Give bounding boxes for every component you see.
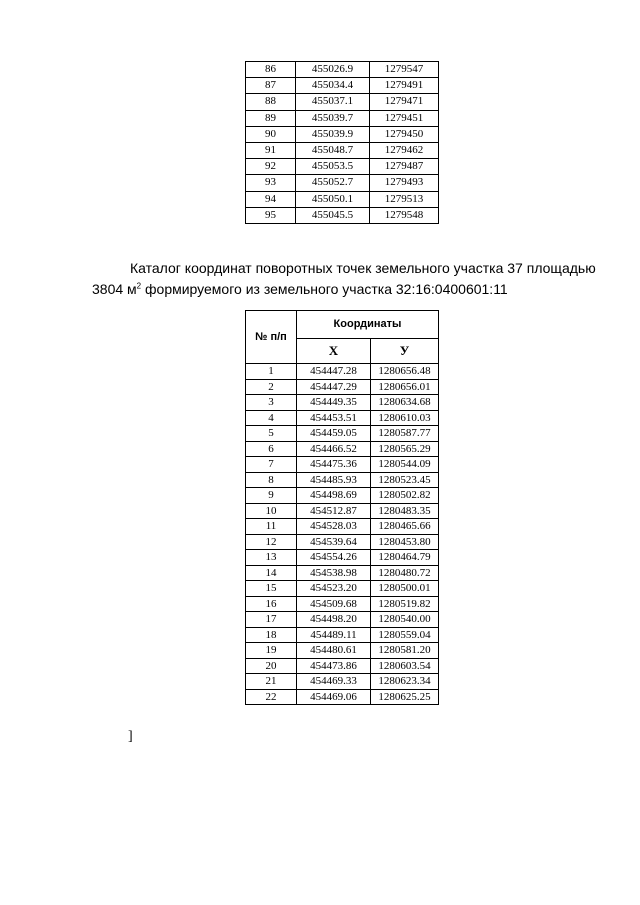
table-row bbox=[246, 534, 439, 550]
table-row bbox=[246, 78, 439, 94]
table-row bbox=[246, 426, 439, 442]
table-row bbox=[246, 207, 439, 223]
point-number-cell: 17 bbox=[246, 612, 297, 628]
y-coordinate-cell: 1279487 bbox=[370, 159, 439, 175]
x-coordinate-cell: 454469.06 bbox=[297, 689, 371, 705]
table-row bbox=[246, 410, 439, 426]
y-coordinate-cell: 1280603.54 bbox=[371, 658, 439, 674]
caption-area: 3804 м bbox=[92, 281, 137, 297]
point-number-cell: 91 bbox=[246, 143, 296, 159]
point-number-cell: 20 bbox=[246, 658, 297, 674]
y-coordinate-cell: 1279462 bbox=[370, 143, 439, 159]
point-number-cell: 93 bbox=[246, 175, 296, 191]
y-coordinate-cell: 1280483.35 bbox=[371, 503, 439, 519]
x-coordinate-cell: 455039.9 bbox=[296, 126, 370, 142]
x-coordinate-cell: 454459.05 bbox=[297, 426, 371, 442]
point-number-cell: 8 bbox=[246, 472, 297, 488]
y-coordinate-cell: 1280559.04 bbox=[371, 627, 439, 643]
point-number-cell: 7 bbox=[246, 457, 297, 473]
x-coordinate-cell: 454485.93 bbox=[297, 472, 371, 488]
header-point-number: № п/п bbox=[246, 311, 297, 364]
point-number-cell: 16 bbox=[246, 596, 297, 612]
x-coordinate-cell: 454449.35 bbox=[297, 395, 371, 411]
y-coordinate-cell: 1280519.82 bbox=[371, 596, 439, 612]
point-number-cell: 12 bbox=[246, 534, 297, 550]
point-number-cell: 5 bbox=[246, 426, 297, 442]
x-coordinate-cell: 454447.29 bbox=[297, 379, 371, 395]
point-number-cell: 13 bbox=[246, 550, 297, 566]
main-coordinates-table bbox=[245, 310, 439, 705]
table-row bbox=[246, 457, 439, 473]
x-coordinate-cell: 455026.9 bbox=[296, 62, 370, 78]
y-coordinate-cell: 1279548 bbox=[370, 207, 439, 223]
point-number-cell: 2 bbox=[246, 379, 297, 395]
caption-line-1: Каталог координат поворотных точек земельного участка 37 площадью bbox=[130, 260, 596, 276]
table-row bbox=[246, 143, 439, 159]
point-number-cell: 92 bbox=[246, 159, 296, 175]
point-number-cell: 19 bbox=[246, 643, 297, 659]
point-number-cell: 3 bbox=[246, 395, 297, 411]
table-row bbox=[246, 364, 439, 380]
y-coordinate-cell: 1279547 bbox=[370, 62, 439, 78]
table-row bbox=[246, 441, 439, 457]
point-number-cell: 21 bbox=[246, 674, 297, 690]
point-number-cell: 11 bbox=[246, 519, 297, 535]
y-coordinate-cell: 1280656.01 bbox=[371, 379, 439, 395]
table-row bbox=[246, 175, 439, 191]
x-coordinate-cell: 454475.36 bbox=[297, 457, 371, 473]
y-coordinate-cell: 1280634.68 bbox=[371, 395, 439, 411]
x-coordinate-cell: 454528.03 bbox=[297, 519, 371, 535]
table-row bbox=[246, 191, 439, 207]
table-row bbox=[246, 488, 439, 504]
y-coordinate-cell: 1280656.48 bbox=[371, 364, 439, 380]
x-coordinate-cell: 454473.86 bbox=[297, 658, 371, 674]
point-number-cell: 86 bbox=[246, 62, 296, 78]
y-coordinate-cell: 1280623.34 bbox=[371, 674, 439, 690]
y-coordinate-cell: 1280502.82 bbox=[371, 488, 439, 504]
header-y: У bbox=[371, 338, 439, 363]
point-number-cell: 15 bbox=[246, 581, 297, 597]
x-coordinate-cell: 455052.7 bbox=[296, 175, 370, 191]
x-coordinate-cell: 455045.5 bbox=[296, 207, 370, 223]
x-coordinate-cell: 454447.28 bbox=[297, 364, 371, 380]
point-number-cell: 95 bbox=[246, 207, 296, 223]
point-number-cell: 89 bbox=[246, 110, 296, 126]
table-row bbox=[246, 581, 439, 597]
x-coordinate-cell: 454498.20 bbox=[297, 612, 371, 628]
point-number-cell: 1 bbox=[246, 364, 297, 380]
caption-area-unit-exponent: 2 bbox=[136, 281, 142, 291]
point-number-cell: 14 bbox=[246, 565, 297, 581]
y-coordinate-cell: 1280565.29 bbox=[371, 441, 439, 457]
point-number-cell: 10 bbox=[246, 503, 297, 519]
point-number-cell: 87 bbox=[246, 78, 296, 94]
caption-line-2 bbox=[92, 279, 612, 300]
x-coordinate-cell: 454523.20 bbox=[297, 581, 371, 597]
point-number-cell: 88 bbox=[246, 94, 296, 110]
table-row bbox=[246, 658, 439, 674]
table-row bbox=[246, 110, 439, 126]
header-coordinates: Координаты bbox=[297, 311, 439, 339]
x-coordinate-cell: 454469.33 bbox=[297, 674, 371, 690]
x-coordinate-cell: 455048.7 bbox=[296, 143, 370, 159]
y-coordinate-cell: 1279493 bbox=[370, 175, 439, 191]
x-coordinate-cell: 455050.1 bbox=[296, 191, 370, 207]
table-row bbox=[246, 550, 439, 566]
top-coordinates-table bbox=[245, 61, 439, 224]
point-number-cell: 4 bbox=[246, 410, 297, 426]
header-x: Х bbox=[297, 338, 371, 363]
table-row bbox=[246, 379, 439, 395]
table-row bbox=[246, 596, 439, 612]
table-row bbox=[246, 612, 439, 628]
x-coordinate-cell: 454453.51 bbox=[297, 410, 371, 426]
y-coordinate-cell: 1280587.77 bbox=[371, 426, 439, 442]
table-row bbox=[246, 674, 439, 690]
table-row bbox=[246, 94, 439, 110]
y-coordinate-cell: 1279513 bbox=[370, 191, 439, 207]
point-number-cell: 94 bbox=[246, 191, 296, 207]
y-coordinate-cell: 1280610.03 bbox=[371, 410, 439, 426]
catalog-caption bbox=[92, 258, 612, 300]
x-coordinate-cell: 455039.7 bbox=[296, 110, 370, 126]
x-coordinate-cell: 454554.26 bbox=[297, 550, 371, 566]
point-number-cell: 90 bbox=[246, 126, 296, 142]
table-row bbox=[246, 627, 439, 643]
table-row bbox=[246, 472, 439, 488]
point-number-cell: 6 bbox=[246, 441, 297, 457]
x-coordinate-cell: 455037.1 bbox=[296, 94, 370, 110]
y-coordinate-cell: 1280540.00 bbox=[371, 612, 439, 628]
y-coordinate-cell: 1280544.09 bbox=[371, 457, 439, 473]
x-coordinate-cell: 454512.87 bbox=[297, 503, 371, 519]
table-row bbox=[246, 62, 439, 78]
y-coordinate-cell: 1279491 bbox=[370, 78, 439, 94]
y-coordinate-cell: 1279471 bbox=[370, 94, 439, 110]
x-coordinate-cell: 454466.52 bbox=[297, 441, 371, 457]
x-coordinate-cell: 455053.5 bbox=[296, 159, 370, 175]
y-coordinate-cell: 1280523.45 bbox=[371, 472, 439, 488]
y-coordinate-cell: 1280500.01 bbox=[371, 581, 439, 597]
x-coordinate-cell: 454498.69 bbox=[297, 488, 371, 504]
point-number-cell: 9 bbox=[246, 488, 297, 504]
point-number-cell: 22 bbox=[246, 689, 297, 705]
closing-bracket: ] bbox=[128, 729, 133, 744]
x-coordinate-cell: 454480.61 bbox=[297, 643, 371, 659]
table-row bbox=[246, 519, 439, 535]
x-coordinate-cell: 455034.4 bbox=[296, 78, 370, 94]
x-coordinate-cell: 454509.68 bbox=[297, 596, 371, 612]
x-coordinate-cell: 454539.64 bbox=[297, 534, 371, 550]
table-row bbox=[246, 126, 439, 142]
table-row bbox=[246, 643, 439, 659]
table-row bbox=[246, 503, 439, 519]
table-row bbox=[246, 689, 439, 705]
point-number-cell: 18 bbox=[246, 627, 297, 643]
y-coordinate-cell: 1280464.79 bbox=[371, 550, 439, 566]
x-coordinate-cell: 454538.98 bbox=[297, 565, 371, 581]
y-coordinate-cell: 1280453.80 bbox=[371, 534, 439, 550]
caption-source-parcel: формируемого из земельного участка 32:16:0400601:11 bbox=[141, 281, 508, 297]
table-row bbox=[246, 565, 439, 581]
y-coordinate-cell: 1280465.66 bbox=[371, 519, 439, 535]
x-coordinate-cell: 454489.11 bbox=[297, 627, 371, 643]
table-row bbox=[246, 395, 439, 411]
y-coordinate-cell: 1280581.20 bbox=[371, 643, 439, 659]
table-row bbox=[246, 159, 439, 175]
y-coordinate-cell: 1280625.25 bbox=[371, 689, 439, 705]
y-coordinate-cell: 1279451 bbox=[370, 110, 439, 126]
y-coordinate-cell: 1279450 bbox=[370, 126, 439, 142]
y-coordinate-cell: 1280480.72 bbox=[371, 565, 439, 581]
